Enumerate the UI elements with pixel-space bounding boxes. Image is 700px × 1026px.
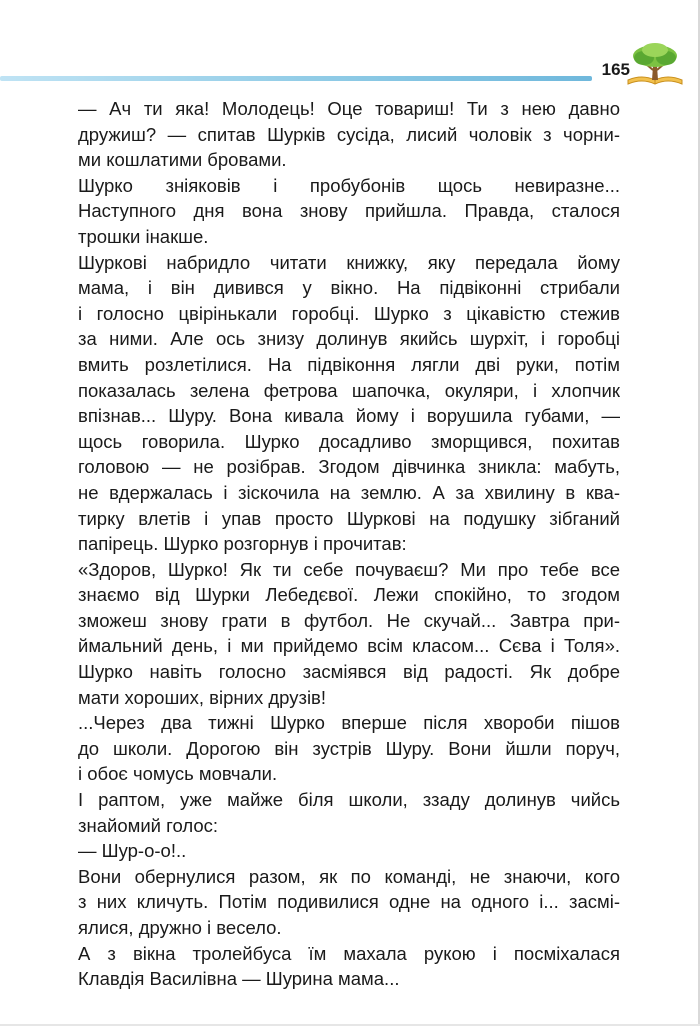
text-line: тирку влетів і упав просто Шуркові на подушку зібганий	[78, 507, 620, 529]
text-line: Клавдія Василівна — Шурина мама...	[78, 968, 400, 990]
text-line: трошки інакше.	[78, 225, 209, 247]
paragraph	[78, 787, 620, 838]
paragraph	[78, 250, 620, 557]
text-line: ялися, дружно і весело.	[78, 917, 282, 938]
text-line: Шурко зніяковів і пробубонів щось невиразне...	[78, 174, 620, 196]
text-line: до школи. Дорогою він зустрів Шуру. Вони йшли поруч,	[78, 737, 620, 759]
tree-on-book-icon	[624, 40, 686, 88]
text-line: «Здоров, Шурко! Як ти себе почуваєш? Ми про тебе все	[78, 558, 620, 580]
paragraph	[78, 557, 620, 659]
text-line: з них кличуть. Потім подивилися одне на одного і... засмі-	[78, 891, 620, 913]
text-line: за ними. Але ось знизу долинув якийсь шурхіт, і горобці	[78, 328, 620, 350]
text-line: мама, і він дивився у вікно. На підвіконні стрибали	[78, 277, 620, 299]
text-line: Шурко навіть голосно засміявся від радості. Як добре	[78, 661, 620, 683]
text-line: показалась зелена фетрова шапочка, окуляри, і хлопчик	[78, 379, 620, 401]
paragraph	[78, 710, 620, 787]
paragraph	[78, 96, 620, 173]
text-line: ...Через два тижні Шурко вперше після хвороби пішов	[78, 712, 620, 734]
text-line: Наступного дня вона знову прийшла. Правда, сталося	[78, 200, 620, 222]
text-line: щось говорила. Шурко досадливо зморщився, похитав	[78, 430, 620, 452]
text-line: вмить розлетілися. На підвіконня лягли дві руки, потім	[78, 353, 620, 375]
text-line: Вони обернулися разом, як по команді, не знаючи, кого	[78, 865, 620, 887]
page-number: 165	[601, 60, 630, 79]
text-line: і голосно цвірінькали горобці. Шурко з цікавістю стежив	[78, 302, 620, 324]
text-line: впізнав... Шуру. Вона кивала йому і ворушила губами, —	[78, 405, 620, 427]
text-line: і обоє чомусь мовчали.	[78, 763, 278, 785]
text-line: мати хороших, вірних друзів!	[78, 686, 327, 708]
text-line: — Ач ти яка! Молодець! Оце товариш! Ти з нею давно	[78, 98, 620, 119]
text-line: дружиш? — спитав Шурків сусіда, лисий чоловік з чорни-	[78, 123, 620, 145]
paragraph	[78, 838, 620, 864]
paragraph	[78, 173, 620, 250]
text-line: головою — не розібрав. Згодом дівчинка зникла: мабуть,	[78, 456, 620, 478]
text-line: ймальний день, і ми прийдемо всім класом... Сєва і Толя».	[78, 635, 620, 657]
text-line: знайомий голос:	[78, 814, 219, 836]
header-rule	[0, 76, 592, 81]
text-line: папірець. Шурко розгорнув і прочитав:	[78, 533, 407, 555]
text-line: не вдержалась і зіскочила на землю. А за хвилину в ква-	[78, 481, 620, 503]
paragraph	[78, 659, 620, 710]
text-line: зможеш знову грати в футбол. Не скучай... Завтра при-	[78, 609, 620, 631]
text-line: знаємо від Шурки Лебедєвої. Лежи спокійно, то згодом	[78, 584, 620, 606]
text-line: Шуркові набридло читати книжку, яку передала йому	[78, 251, 620, 273]
text-line: А з вікна тролейбуса їм махала рукою і посміхалася	[78, 942, 620, 964]
story-text	[78, 96, 620, 992]
paragraph	[78, 941, 620, 992]
text-line: І раптом, уже майже біля школи, ззаду долинув чийсь	[78, 789, 620, 811]
paragraph	[78, 864, 620, 941]
text-line: ми кошлатими бровами.	[78, 149, 287, 171]
text-line: — Шур-о-о!..	[78, 840, 187, 862]
